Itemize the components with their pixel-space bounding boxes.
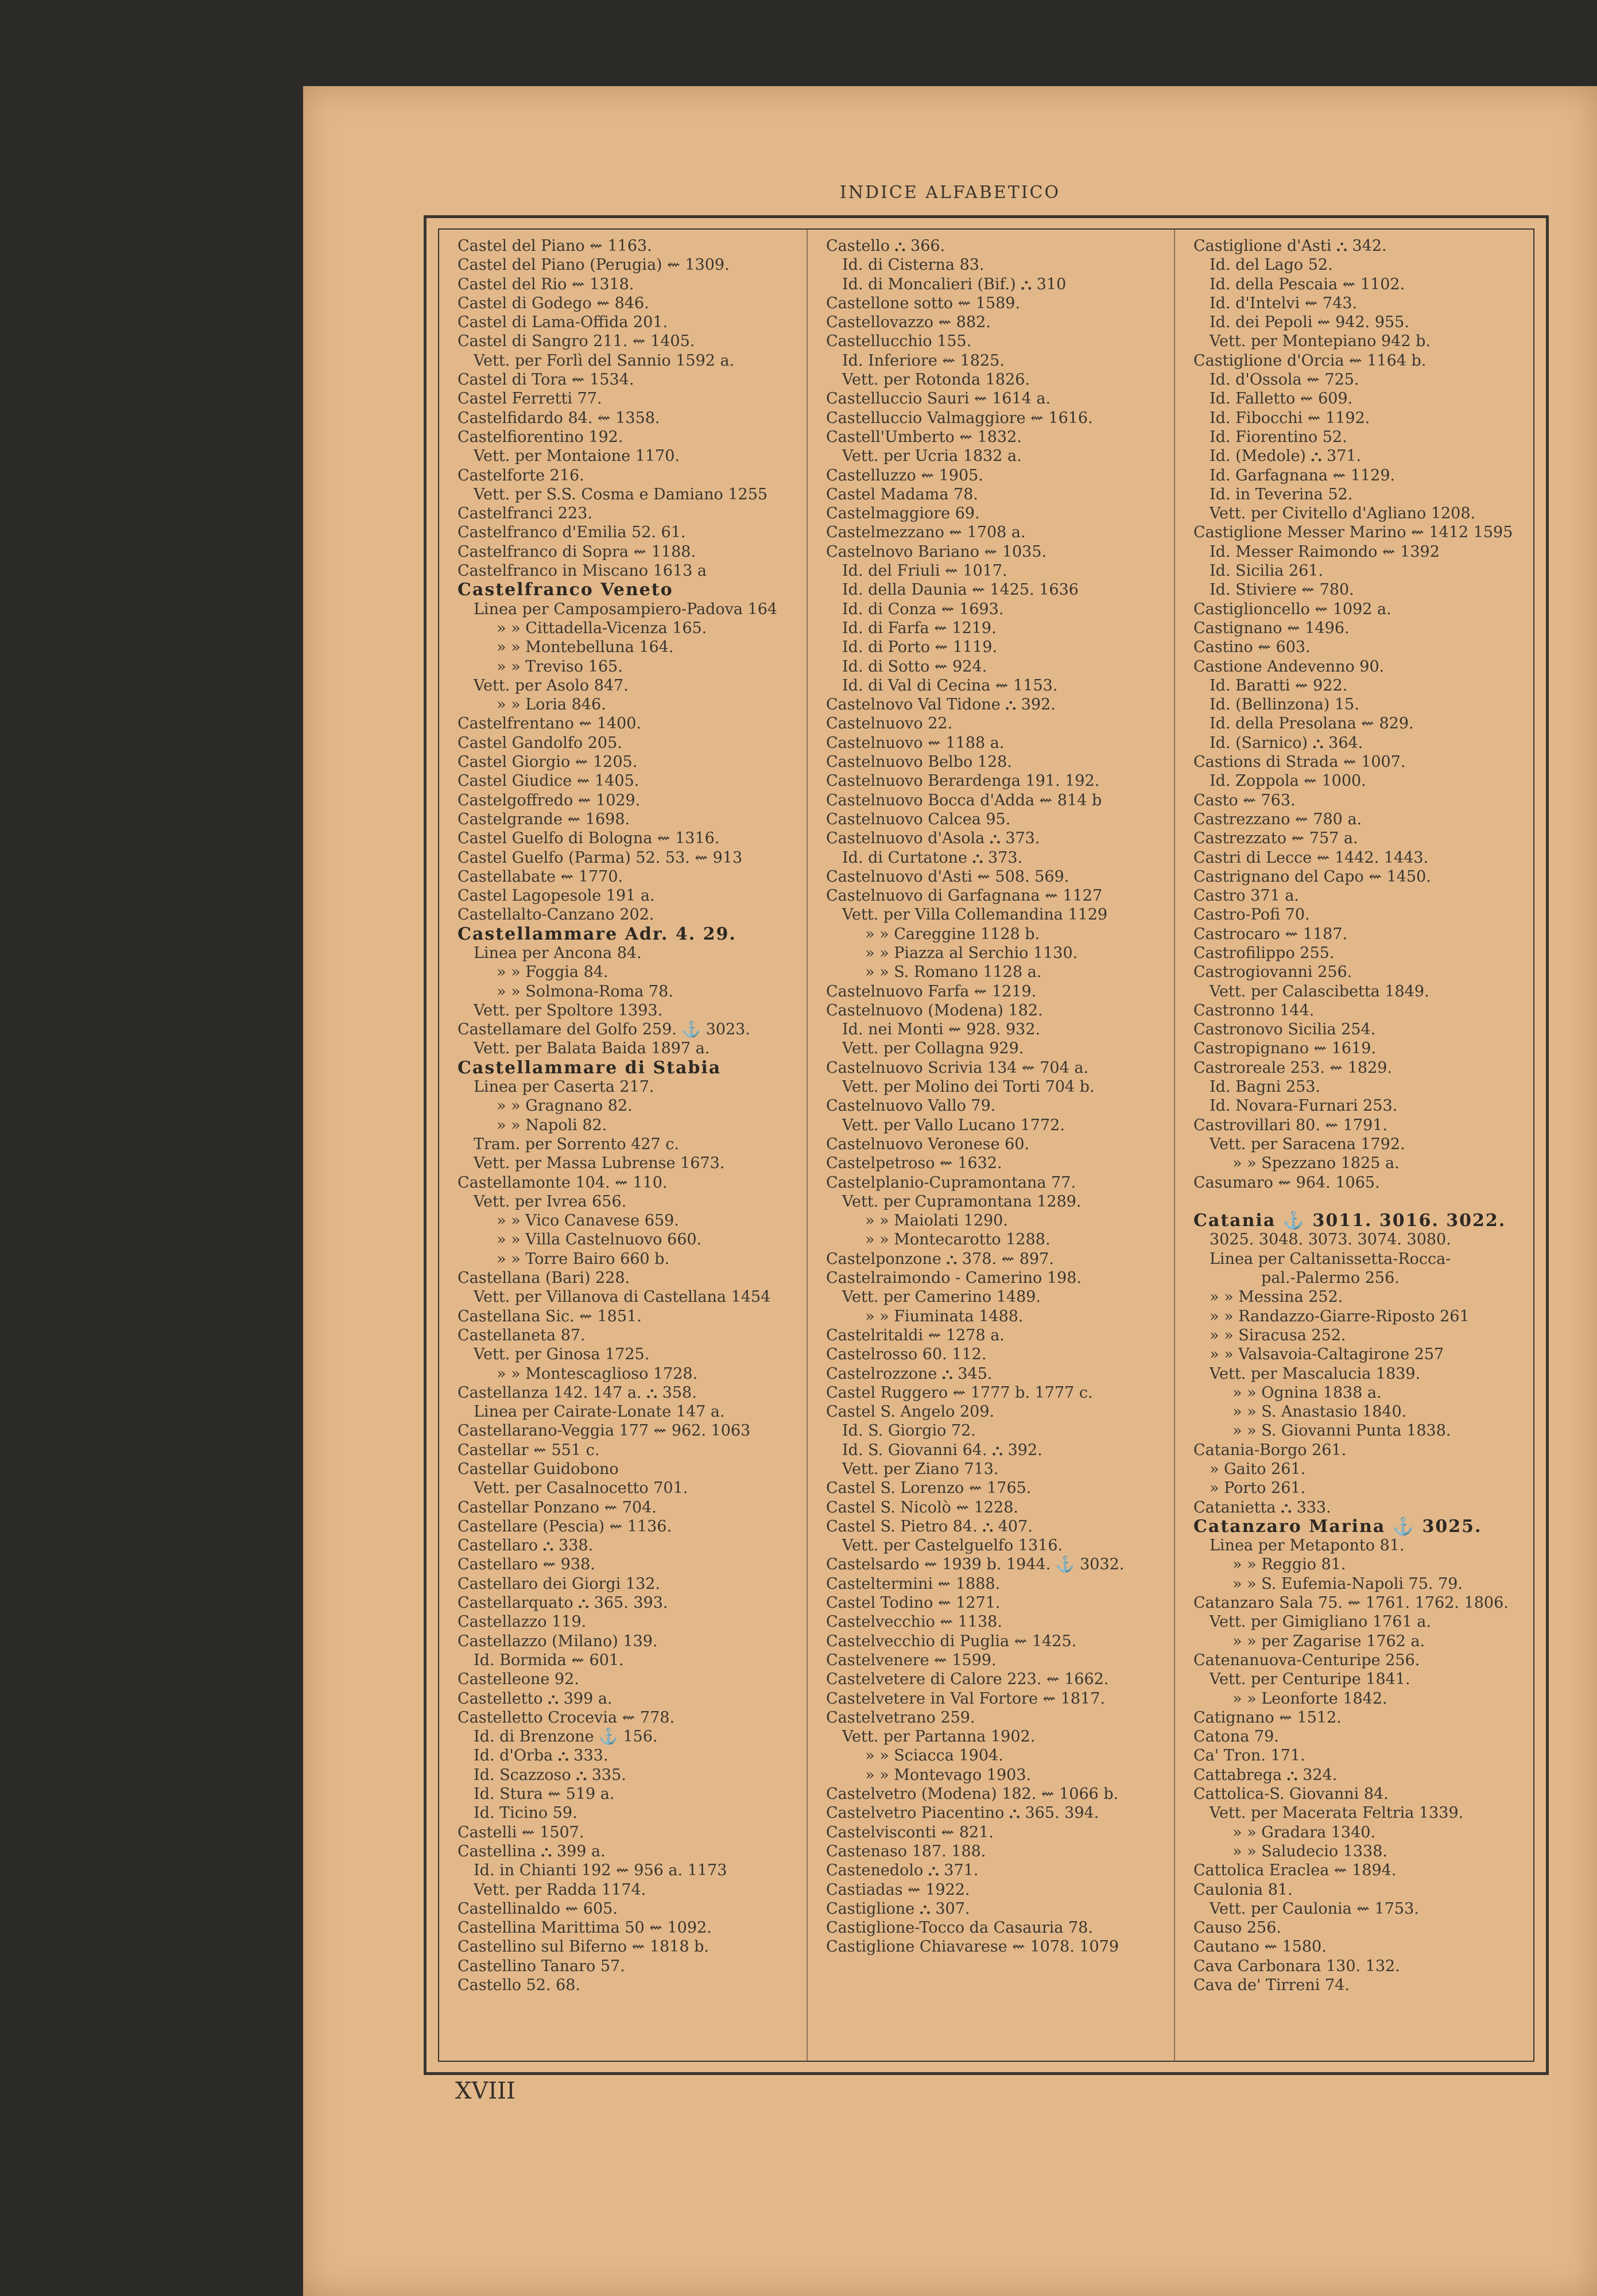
index-entry: Castelluccio Valmaggiore ⇜ 1616. xyxy=(826,409,1093,427)
index-entry: Castelleone 92. xyxy=(458,1670,579,1689)
index-entry: » » Fiuminata 1488. xyxy=(865,1307,1024,1325)
index-entry: Cattabrega ⛬ 324. xyxy=(1193,1766,1338,1784)
index-entry: Id. di Cisterna 83. xyxy=(842,256,984,274)
index-entry: Castellanza 142. 147 a. ⛬ 358. xyxy=(458,1383,697,1402)
index-entry: Vett. per Mascalucia 1839. xyxy=(1210,1364,1421,1383)
index-entry: Castenedolo ⛬ 371. xyxy=(826,1861,979,1880)
index-entry: Castiadas ⇜ 1922. xyxy=(826,1880,970,1899)
index-entry: Id. (Sarnico) ⛬ 364. xyxy=(1210,734,1363,752)
index-entry: Vett. per Forlì del Sannio 1592 a. xyxy=(474,351,735,370)
index-entry: Castelfranci 223. xyxy=(458,505,592,523)
index-entry: Castiglioncello ⇜ 1092 a. xyxy=(1193,600,1391,618)
index-entry: Id. della Daunia ⇜ 1425. 1636 xyxy=(842,581,1079,599)
index-entry: Id. Fibocchi ⇜ 1192. xyxy=(1210,409,1370,427)
index-entry: Castellarano-Veggia 177 ⇜ 962. 1063 xyxy=(458,1422,751,1440)
index-entry: Castelluccio Sauri ⇜ 1614 a. xyxy=(826,390,1051,408)
index-entry: Vett. per Massa Lubrense 1673. xyxy=(474,1154,725,1173)
index-entry: Castrignano del Capo ⇜ 1450. xyxy=(1193,867,1431,886)
index-entry: Id. di Porto ⇜ 1119. xyxy=(842,638,998,657)
index-entry: Castellare (Pescia) ⇜ 1136. xyxy=(458,1517,672,1535)
index-entry: Castellino Tanaro 57. xyxy=(458,1957,625,1975)
index-entry: Id. Inferiore ⇜ 1825. xyxy=(842,351,1005,370)
index-entry: Castellone sotto ⇜ 1589. xyxy=(826,294,1021,312)
index-entry: Id. S. Giovanni 64. ⛬ 392. xyxy=(842,1441,1042,1459)
index-entry: Castelvecchio di Puglia ⇜ 1425. xyxy=(826,1632,1077,1650)
index-entry: » » Messina 252. xyxy=(1210,1288,1343,1306)
index-entry: Castellar ⇜ 551 c. xyxy=(458,1441,600,1459)
index-entry: » » Napoli 82. xyxy=(497,1116,607,1134)
index-entry: Castelfranco d'Emilia 52. 61. xyxy=(458,523,686,542)
index-entry: » » per Zagarise 1762 a. xyxy=(1232,1632,1425,1650)
index-entry: Vett. per Balata Baida 1897 a. xyxy=(474,1040,710,1058)
index-entry: Id. Zoppola ⇜ 1000. xyxy=(1210,772,1366,790)
index-entry: Castellamonte 104. ⇜ 110. xyxy=(458,1173,668,1192)
index-entry: Vett. per Villa Collemandina 1129 xyxy=(842,906,1108,924)
index-entry: Castellaro ⛬ 338. xyxy=(458,1537,594,1555)
index-entry: » » Randazzo-Giarre-Riposto 261 xyxy=(1210,1307,1470,1325)
index-entry: » » Torre Bairo 660 b. xyxy=(497,1250,670,1268)
index-heading: Castellammare Adr. 4. 29. xyxy=(458,924,737,944)
index-entry: Castelvetrano 259. xyxy=(826,1708,975,1727)
index-entry: Vett. per Montepiano 942 b. xyxy=(1210,332,1431,351)
index-entry: Id. della Pescaia ⇜ 1102. xyxy=(1210,275,1405,293)
index-entry: Castelritaldi ⇜ 1278 a. xyxy=(826,1326,1005,1344)
index-entry: Castelnuovo ⇜ 1188 a. xyxy=(826,734,1005,752)
index-entry: Castelvenere ⇜ 1599. xyxy=(826,1651,997,1669)
index-entry: » Porto 261. xyxy=(1210,1479,1306,1498)
index-entry xyxy=(1175,1192,1533,1211)
index-entry: » » Siracusa 252. xyxy=(1210,1326,1346,1344)
index-entry: Castelvetro (Modena) 182. ⇜ 1066 b. xyxy=(826,1785,1119,1804)
index-entry: Castel del Rio ⇜ 1318. xyxy=(458,275,634,293)
index-entry: Castelletto ⛬ 399 a. xyxy=(458,1689,613,1708)
index-entry: Castellinaldo ⇜ 605. xyxy=(458,1899,618,1918)
index-entry: Castelnuovo Belbo 128. xyxy=(826,753,1012,771)
index-entry: Id. dei Pepoli ⇜ 942. 955. xyxy=(1210,313,1409,332)
index-heading: Castellammare di Stabia xyxy=(458,1058,722,1078)
index-heading: Catania ⚓ 3011. 3016. 3022. xyxy=(1193,1211,1506,1231)
index-entry: » » S. Anastasio 1840. xyxy=(1232,1403,1407,1421)
index-entry: Vett. per Vallo Lucano 1772. xyxy=(842,1116,1065,1134)
index-entry: Castignano ⇜ 1496. xyxy=(1193,619,1350,637)
index-entry: Castelraimondo - Camerino 198. xyxy=(826,1269,1082,1287)
page-number: XVIII xyxy=(455,2078,515,2104)
index-entry: Castelfiorentino 192. xyxy=(458,428,623,446)
index-entry: Id. (Medole) ⛬ 371. xyxy=(1210,447,1362,466)
index-entry: Id. di Brenzone ⚓ 156. xyxy=(474,1728,658,1746)
index-entry: Vett. per Cupramontana 1289. xyxy=(842,1192,1082,1211)
index-frame xyxy=(424,215,1549,2075)
page-header: INDICE ALFABETICO xyxy=(839,183,1061,203)
index-entry: Castelli ⇜ 1507. xyxy=(458,1823,584,1841)
index-entry: Castello ⛬ 366. xyxy=(826,237,945,255)
index-entry: Id. di Moncalieri (Bif.) ⛬ 310 xyxy=(842,275,1067,293)
index-entry: Castel Giorgio ⇜ 1205. xyxy=(458,753,638,771)
index-entry: Castellucchio 155. xyxy=(826,332,972,351)
index-entry: Id. del Friuli ⇜ 1017. xyxy=(842,562,1007,580)
index-entry: Castroreale 253. ⇜ 1829. xyxy=(1193,1058,1393,1077)
index-entry: » » Reggio 81. xyxy=(1232,1556,1346,1574)
index-entry: Castelnuovo Bocca d'Adda ⇜ 814 b xyxy=(826,791,1102,809)
index-entry: Castiglione d'Asti ⛬ 342. xyxy=(1193,237,1387,255)
index-entry: Castelvetere di Calore 223. ⇜ 1662. xyxy=(826,1670,1109,1689)
index-entry: Castellazzo 119. xyxy=(458,1613,587,1631)
index-entry: Castel Giudice ⇜ 1405. xyxy=(458,772,639,790)
page-sheet xyxy=(303,86,1597,2296)
index-entry: Linea per Caserta 217. xyxy=(474,1078,654,1096)
index-entry: Vett. per Molino dei Torti 704 b. xyxy=(842,1078,1095,1096)
index-entry: Causo 256. xyxy=(1193,1919,1281,1937)
index-entry: Id. Falletto ⇜ 609. xyxy=(1210,390,1353,408)
index-entry: Id. Baratti ⇜ 922. xyxy=(1210,676,1348,695)
index-entry: Castelluzzo ⇜ 1905. xyxy=(826,466,983,484)
index-entry: Id. Garfagnana ⇜ 1129. xyxy=(1210,466,1396,484)
index-entry: Catenanuova-Centuripe 256. xyxy=(1193,1651,1420,1669)
index-entry: Castelnuovo Vallo 79. xyxy=(826,1097,996,1115)
index-entry: Id. Bagni 253. xyxy=(1210,1078,1321,1096)
index-entry: Castelnuovo Calcea 95. xyxy=(826,810,1011,828)
index-entry: Castel S. Lorenzo ⇜ 1765. xyxy=(826,1479,1032,1498)
index-entry: » » Solmona-Roma 78. xyxy=(497,982,673,1000)
index-entry: » Gaito 261. xyxy=(1210,1460,1306,1478)
index-entry: Casumaro ⇜ 964. 1065. xyxy=(1193,1173,1380,1192)
index-entry: Vett. per Caulonia ⇜ 1753. xyxy=(1210,1899,1419,1918)
index-entry: Id. di Val di Cecina ⇜ 1153. xyxy=(842,676,1058,695)
index-entry: Castelnovo Bariano ⇜ 1035. xyxy=(826,542,1047,561)
index-entry: Id. di Curtatone ⛬ 373. xyxy=(842,848,1023,867)
index-entry: » » Ognina 1838 a. xyxy=(1232,1383,1382,1402)
index-entry: Castiglione Messer Marino ⇜ 1412 1595 xyxy=(1193,523,1513,542)
index-entry: Vett. per Calascibetta 1849. xyxy=(1210,982,1429,1000)
index-entry: Id. Novara-Furnari 253. xyxy=(1210,1097,1398,1115)
index-entry: » » Saludecio 1338. xyxy=(1232,1842,1387,1860)
index-entry: » » Leonforte 1842. xyxy=(1232,1689,1387,1708)
index-entry: Vett. per Spoltore 1393. xyxy=(474,1001,663,1019)
index-entry: » » S. Romano 1128 a. xyxy=(865,963,1042,982)
index-entry: Vett. per Ivrea 656. xyxy=(474,1192,627,1211)
index-entry: Castellabate ⇜ 1770. xyxy=(458,867,623,886)
index-entry: Castellaneta 87. xyxy=(458,1326,586,1344)
index-entry: Id. in Teverina 52. xyxy=(1210,485,1353,503)
index-entry: Castiglione ⛬ 307. xyxy=(826,1899,970,1918)
index-entry: Castelletto Crocevia ⇜ 778. xyxy=(458,1708,675,1727)
index-entry: Castelnuovo 22. xyxy=(826,715,953,733)
index-entry: Casto ⇜ 763. xyxy=(1193,791,1296,809)
index-entry: Castel Guelfo (Parma) 52. 53. ⇜ 913 xyxy=(458,848,743,867)
index-entry: » » Vico Canavese 659. xyxy=(497,1212,679,1230)
index-entry: Id. in Chianti 192 ⇜ 956 a. 1173 xyxy=(474,1861,727,1880)
index-entry: » » S. Eufemia-Napoli 75. 79. xyxy=(1232,1574,1463,1593)
index-entry: » » Villa Castelnuovo 660. xyxy=(497,1231,702,1249)
index-entry: Castel del Piano ⇜ 1163. xyxy=(458,237,652,255)
index-entry: Castellar Guidobono xyxy=(458,1460,619,1478)
index-entry: Castellalto-Canzano 202. xyxy=(458,906,654,924)
index-entry: » » Piazza al Serchio 1130. xyxy=(865,944,1078,962)
index-heading: Castelfranco Veneto xyxy=(458,580,673,600)
index-entry: » » Montebelluna 164. xyxy=(497,638,674,657)
index-entry: pal.-Palermo 256. xyxy=(1261,1269,1400,1287)
index-entry: Catanietta ⛬ 333. xyxy=(1193,1498,1331,1517)
index-entry: Castro-Pofi 70. xyxy=(1193,906,1310,924)
index-entry: » » Montescaglioso 1728. xyxy=(497,1364,698,1383)
index-entry: Castelnuovo Veronese 60. xyxy=(826,1135,1030,1153)
index-entry: » » Careggine 1128 b. xyxy=(865,925,1040,943)
index-entry: Vett. per Gimigliano 1761 a. xyxy=(1210,1613,1431,1631)
index-entry: Castello 52. 68. xyxy=(458,1976,581,1995)
index-entry: Id. d'Orba ⛬ 333. xyxy=(474,1747,608,1765)
index-entry: Castelfranco in Miscano 1613 a xyxy=(458,562,707,580)
index-column-1 xyxy=(439,230,807,2061)
index-entry: Vett. per Partanna 1902. xyxy=(842,1728,1036,1746)
index-entry: Castellaro dei Giorgi 132. xyxy=(458,1574,661,1593)
index-entry: Castions di Strada ⇜ 1007. xyxy=(1193,753,1406,771)
index-entry: Castelponzone ⛬ 378. ⇜ 897. xyxy=(826,1250,1054,1268)
index-entry: Id. d'Ossola ⇜ 725. xyxy=(1210,371,1359,389)
index-entry: Castelsardo ⇜ 1939 b. 1944. ⚓ 3032. xyxy=(826,1556,1125,1574)
index-entry: Castellana Sic. ⇜ 1851. xyxy=(458,1307,642,1325)
index-entry: Castelrosso 60. 112. xyxy=(826,1345,987,1364)
index-entry: Castelgrande ⇜ 1698. xyxy=(458,810,630,828)
index-entry: Castro 371 a. xyxy=(1193,887,1300,905)
index-entry: Vett. per Macerata Feltria 1339. xyxy=(1210,1804,1464,1822)
index-entry: Vett. per S.S. Cosma e Damiano 1255 xyxy=(474,485,768,503)
index-entry: Vett. per Casalnocetto 701. xyxy=(474,1479,688,1498)
index-entry: Castrofilippo 255. xyxy=(1193,944,1335,962)
index-entry: Castrogiovanni 256. xyxy=(1193,963,1352,982)
index-entry: Castel di Sangro 211. ⇜ 1405. xyxy=(458,332,695,351)
index-entry: Id. Stiviere ⇜ 780. xyxy=(1210,581,1354,599)
index-entry: Castel di Godego ⇜ 846. xyxy=(458,294,649,312)
index-entry: » » Maiolati 1290. xyxy=(865,1212,1008,1230)
index-entry: Castrovillari 80. ⇜ 1791. xyxy=(1193,1116,1388,1134)
index-entry: Vett. per Saracena 1792. xyxy=(1210,1135,1405,1153)
index-entry: » » Valsavoia-Caltagirone 257 xyxy=(1210,1345,1444,1364)
index-entry: Vett. per Collagna 929. xyxy=(842,1040,1024,1058)
index-entry: Castione Andevenno 90. xyxy=(1193,657,1385,676)
index-entry: Castellamare del Golfo 259. ⚓ 3023. xyxy=(458,1021,750,1039)
index-entry: Casteltermini ⇜ 1888. xyxy=(826,1574,1001,1593)
index-entry: Id. Scazzoso ⛬ 335. xyxy=(474,1766,626,1784)
index-entry: Castiglione d'Orcia ⇜ 1164 b. xyxy=(1193,351,1427,370)
index-entry: Id. del Lago 52. xyxy=(1210,256,1333,274)
index-entry: Castino ⇜ 603. xyxy=(1193,638,1311,657)
index-entry: Castellarquato ⛬ 365. 393. xyxy=(458,1594,668,1612)
index-entry: Castrocaro ⇜ 1187. xyxy=(1193,925,1348,943)
index-entry: Castelplanio-Cupramontana 77. xyxy=(826,1173,1076,1192)
index-entry: Id. d'Intelvi ⇜ 743. xyxy=(1210,294,1358,312)
index-entry: Id. Bormida ⇜ 601. xyxy=(474,1651,624,1669)
index-entry: Castel S. Nicolò ⇜ 1228. xyxy=(826,1498,1018,1517)
index-entry: » » Treviso 165. xyxy=(497,657,623,676)
index-entry: Id. Sicilia 261. xyxy=(1210,562,1324,580)
index-entry: Linea per Caltanissetta-Rocca- xyxy=(1210,1250,1451,1268)
index-column-2 xyxy=(807,230,1174,2061)
index-entry: Castelvetere in Val Fortore ⇜ 1817. xyxy=(826,1689,1106,1708)
index-entry: Vett. per Asolo 847. xyxy=(474,676,629,695)
index-entry: Vett. per Civitello d'Agliano 1208. xyxy=(1210,505,1476,523)
index-entry: Linea per Camposampiero-Padova 164 xyxy=(474,600,778,618)
index-entry: Castelfranco di Sopra ⇜ 1188. xyxy=(458,542,696,561)
index-entry: Castelgoffredo ⇜ 1029. xyxy=(458,791,641,809)
index-entry: » » Sciacca 1904. xyxy=(865,1747,1003,1765)
index-entry: Castrezzano ⇜ 780 a. xyxy=(1193,810,1362,828)
index-entry: Id. Fiorentino 52. xyxy=(1210,428,1347,446)
index-entry: » » Foggia 84. xyxy=(497,963,608,982)
index-entry: Catona 79. xyxy=(1193,1728,1279,1746)
index-entry: Castelvisconti ⇜ 821. xyxy=(826,1823,994,1841)
index-entry: Cava de' Tirreni 74. xyxy=(1193,1976,1350,1995)
index-entry: Castelpetroso ⇜ 1632. xyxy=(826,1154,1002,1173)
index-heading: Catanzaro Marina ⚓ 3025. xyxy=(1193,1517,1482,1537)
index-entry: Castelvecchio ⇜ 1138. xyxy=(826,1613,1002,1631)
index-entry: » » Gragnano 82. xyxy=(497,1097,633,1115)
index-entry: Castelnovo Val Tidone ⛬ 392. xyxy=(826,696,1056,714)
index-entry: Castel Madama 78. xyxy=(826,485,979,503)
index-entry: Castelnuovo (Modena) 182. xyxy=(826,1001,1043,1019)
index-entry: Id. Ticino 59. xyxy=(474,1804,577,1822)
index-entry: Catignano ⇜ 1512. xyxy=(1193,1708,1342,1727)
index-entry: Id. di Conza ⇜ 1693. xyxy=(842,600,1004,618)
index-entry: Castelnuovo Berardenga 191. 192. xyxy=(826,772,1100,790)
index-entry: Vett. per Radda 1174. xyxy=(474,1880,646,1899)
index-entry: Castel Gandolfo 205. xyxy=(458,734,622,752)
index-entry: Castellina Marittima 50 ⇜ 1092. xyxy=(458,1919,712,1937)
index-entry: Id. della Presolana ⇜ 829. xyxy=(1210,715,1414,733)
index-entry: Tram. per Sorrento 427 c. xyxy=(474,1135,679,1153)
index-entry: Cattolica Eraclea ⇜ 1894. xyxy=(1193,1861,1397,1880)
index-entry: Id. (Bellinzona) 15. xyxy=(1210,696,1359,714)
index-entry: Ca' Tron. 171. xyxy=(1193,1747,1305,1765)
index-entry: Castel S. Pietro 84. ⛬ 407. xyxy=(826,1517,1033,1535)
index-entry: » » Montevago 1903. xyxy=(865,1766,1032,1784)
index-entry: Castronovo Sicilia 254. xyxy=(1193,1021,1376,1039)
index-entry: » » Loria 846. xyxy=(497,696,606,714)
index-entry: Castelrozzone ⛬ 345. xyxy=(826,1364,993,1383)
index-entry: Castelnuovo d'Asola ⛬ 373. xyxy=(826,829,1040,848)
index-entry: Id. Stura ⇜ 519 a. xyxy=(474,1785,615,1804)
index-entry: Vett. per Centuripe 1841. xyxy=(1210,1670,1410,1689)
index-entry: Castell'Umberto ⇜ 1832. xyxy=(826,428,1022,446)
index-entry: Linea per Cairate-Lonate 147 a. xyxy=(474,1403,725,1421)
index-entry: Castelmezzano ⇜ 1708 a. xyxy=(826,523,1026,542)
index-entry: Cattolica-S. Giovanni 84. xyxy=(1193,1785,1389,1804)
index-entry: Linea per Ancona 84. xyxy=(474,944,642,962)
index-entry: Id. nei Monti ⇜ 928. 932. xyxy=(842,1021,1041,1039)
index-entry: 3025. 3048. 3073. 3074. 3080. xyxy=(1210,1231,1451,1249)
index-entry: Vett. per Villanova di Castellana 1454 xyxy=(474,1288,771,1306)
index-entry: Vett. per Castelguelfo 1316. xyxy=(842,1537,1063,1555)
index-entry: » » Cittadella-Vicenza 165. xyxy=(497,619,707,637)
index-entry: Castelmaggiore 69. xyxy=(826,505,980,523)
index-entry: Castel del Piano (Perugia) ⇜ 1309. xyxy=(458,256,730,274)
index-entry: Castelnuovo di Garfagnana ⇜ 1127 xyxy=(826,887,1103,905)
index-entry: Castellar Ponzano ⇜ 704. xyxy=(458,1498,657,1517)
index-entry: Linea per Metaponto 81. xyxy=(1210,1537,1405,1555)
index-entry: Castel di Lama-Offida 201. xyxy=(458,313,668,332)
index-entry: Castiglione-Tocco da Casauria 78. xyxy=(826,1919,1093,1937)
index-entry: Castellina ⛬ 399 a. xyxy=(458,1842,606,1860)
index-entry: Castellovazzo ⇜ 882. xyxy=(826,313,991,332)
index-entry: Castri di Lecce ⇜ 1442. 1443. xyxy=(1193,848,1429,867)
index-entry: Castelnuovo Scrivia 134 ⇜ 704 a. xyxy=(826,1058,1089,1077)
index-entry: Castelfidardo 84. ⇜ 1358. xyxy=(458,409,660,427)
index-entry: Caulonia 81. xyxy=(1193,1880,1293,1899)
index-entry: » » Montecarotto 1288. xyxy=(865,1231,1051,1249)
index-entry: Castel Todino ⇜ 1271. xyxy=(826,1594,1001,1612)
index-entry: Castrezzato ⇜ 757 a. xyxy=(1193,829,1358,848)
index-entry: Castronno 144. xyxy=(1193,1001,1315,1019)
index-entry: » » Gradara 1340. xyxy=(1232,1823,1376,1841)
index-entry: Id. S. Giorgio 72. xyxy=(842,1422,976,1440)
index-entry: Cava Carbonara 130. 132. xyxy=(1193,1957,1400,1975)
index-entry: Catania-Borgo 261. xyxy=(1193,1441,1347,1459)
index-entry: Id. di Sotto ⇜ 924. xyxy=(842,657,987,676)
index-entry: Vett. per Ginosa 1725. xyxy=(474,1345,650,1364)
index-entry: Castellino sul Biferno ⇜ 1818 b. xyxy=(458,1938,709,1956)
index-entry: Castel S. Angelo 209. xyxy=(826,1403,995,1421)
index-entry: Castelvetro Piacentino ⛬ 365. 394. xyxy=(826,1804,1099,1822)
index-entry: Id. di Farfa ⇜ 1219. xyxy=(842,619,997,637)
index-entry: Castelnuovo Farfa ⇜ 1219. xyxy=(826,982,1037,1000)
index-entry: Castellana (Bari) 228. xyxy=(458,1269,630,1287)
index-entry: Vett. per Camerino 1489. xyxy=(842,1288,1041,1306)
index-entry: Castelfrentano ⇜ 1400. xyxy=(458,715,642,733)
index-entry: Castelnuovo d'Asti ⇜ 508. 569. xyxy=(826,867,1069,886)
index-column-3 xyxy=(1174,230,1533,2061)
index-entry: Castellaro ⇜ 938. xyxy=(458,1556,595,1574)
index-entry: Vett. per Rotonda 1826. xyxy=(842,371,1030,389)
index-entry: Castropignano ⇜ 1619. xyxy=(1193,1040,1377,1058)
index-entry: Castellazzo (Milano) 139. xyxy=(458,1632,658,1650)
index-entry: » » Spezzano 1825 a. xyxy=(1232,1154,1400,1173)
index-entry: Castiglione Chiavarese ⇜ 1078. 1079 xyxy=(826,1938,1119,1956)
index-entry: Cautano ⇜ 1580. xyxy=(1193,1938,1327,1956)
index-entry: Castel Ruggero ⇜ 1777 b. 1777 c. xyxy=(826,1383,1093,1402)
index-entry: Castel Ferretti 77. xyxy=(458,390,602,408)
index-entry: Id. Messer Raimondo ⇜ 1392 xyxy=(1210,542,1440,561)
index-entry: Castel Lagopesole 191 a. xyxy=(458,887,655,905)
index-entry: Vett. per Montaione 1170. xyxy=(474,447,680,466)
index-entry: Castel di Tora ⇜ 1534. xyxy=(458,371,634,389)
index-entry: Vett. per Ziano 713. xyxy=(842,1460,999,1478)
index-entry: Vett. per Ucria 1832 a. xyxy=(842,447,1022,466)
index-entry: Castenaso 187. 188. xyxy=(826,1842,986,1860)
index-frame-inner xyxy=(438,228,1534,2062)
index-entry: » » S. Giovanni Punta 1838. xyxy=(1232,1422,1451,1440)
index-entry: Castel Guelfo di Bologna ⇜ 1316. xyxy=(458,829,720,848)
index-entry: Catanzaro Sala 75. ⇜ 1761. 1762. 1806. xyxy=(1193,1594,1509,1612)
index-entry: Castelforte 216. xyxy=(458,466,584,484)
